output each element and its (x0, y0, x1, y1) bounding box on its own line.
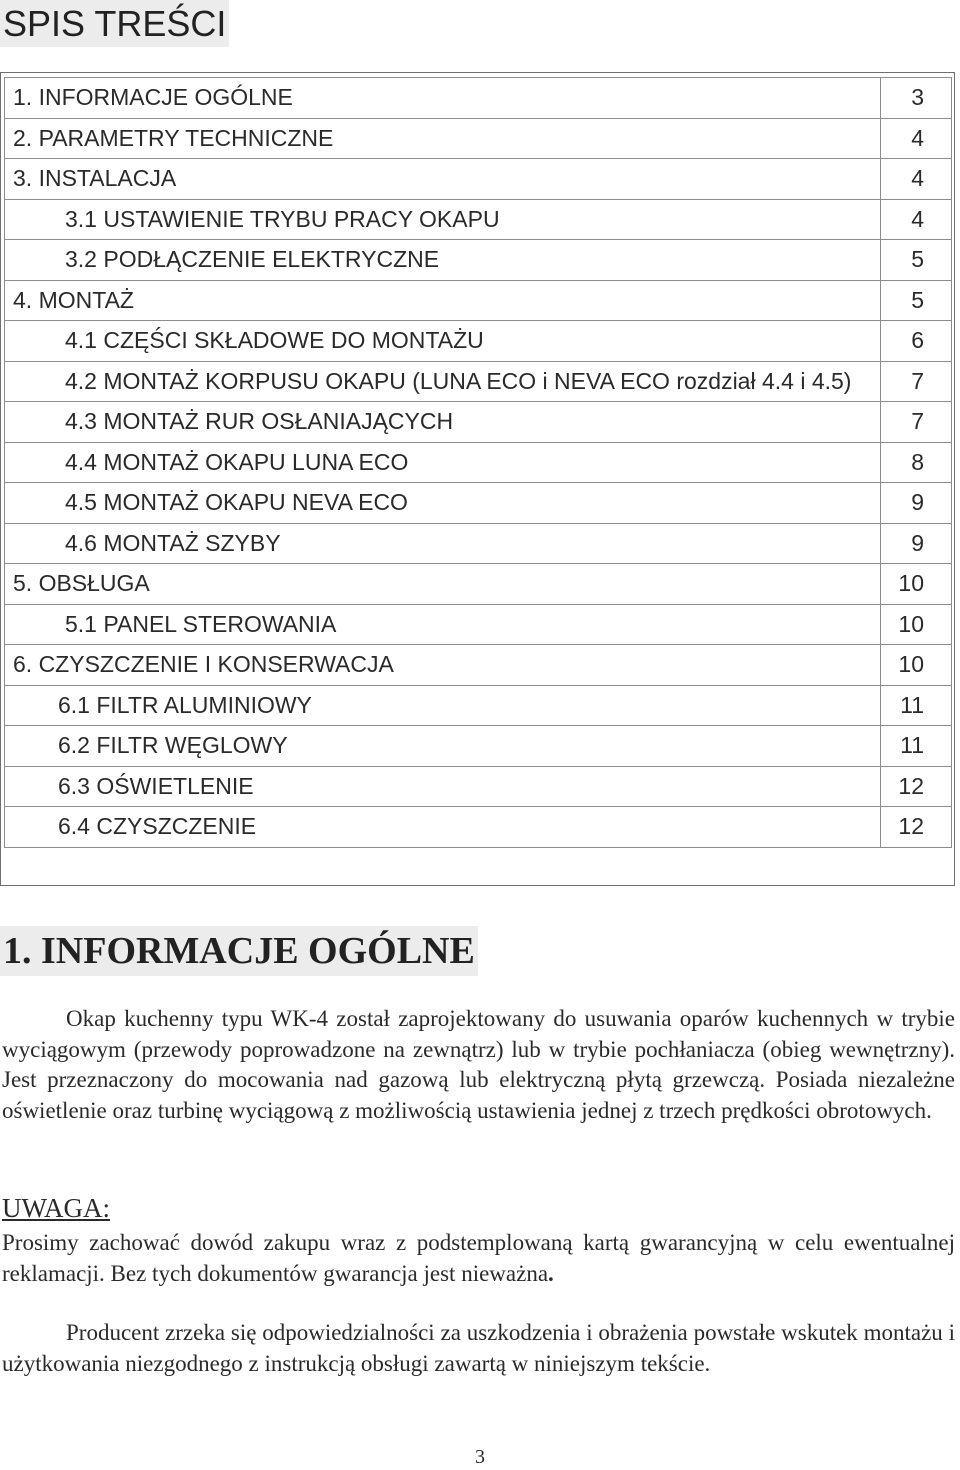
toc-entry-page: 10 (881, 564, 952, 605)
toc-entry-title: 3. INSTALACJA (5, 159, 881, 200)
toc-entry-page: 4 (881, 199, 952, 240)
toc-row[interactable] (5, 280, 952, 321)
toc-row[interactable] (5, 361, 952, 402)
liability-paragraph (2, 1318, 955, 1379)
toc-entry-page: 5 (881, 280, 952, 321)
page-number: 3 (475, 1446, 485, 1468)
toc-table (4, 77, 952, 848)
toc-row[interactable] (5, 564, 952, 605)
toc-entry-page: 6 (881, 321, 952, 362)
toc-entry-page: 3 (881, 78, 952, 119)
toc-entry-page: 9 (881, 483, 952, 524)
toc-entry-title: 4. MONTAŻ (5, 280, 881, 321)
toc-entry-title: 5.1 PANEL STEROWANIA (5, 604, 881, 645)
toc-row[interactable] (5, 726, 952, 767)
toc-entry-page: 7 (881, 361, 952, 402)
intro-paragraph (2, 1004, 955, 1126)
toc-entry-page: 7 (881, 402, 952, 443)
toc-entry-title: 6.1 FILTR ALUMINIOWY (5, 685, 881, 726)
warning-paragraph-text: Prosimy zachować dowód zakupu wraz z podstemplowaną kartą gwarancyjną w celu ewentualnej reklamacji. Bez tych dokumentów gwarancja jest nieważna (2, 1230, 955, 1286)
toc-entry-title: 3.2 PODŁĄCZENIE ELEKTRYCZNE (5, 240, 881, 281)
toc-entry-title: 5. OBSŁUGA (5, 564, 881, 605)
table-of-contents (0, 72, 955, 886)
toc-entry-title: 2. PARAMETRY TECHNICZNE (5, 118, 881, 159)
liability-paragraph-text: Producent zrzeka się odpowiedzialności za uszkodzenia i obrażenia powstałe wskutek montażu i użytkowania niezgodnego z instrukcją obsługi zawartą w niniejszym tekście. (2, 1320, 955, 1376)
warning-paragraph (2, 1228, 955, 1289)
toc-entry-title: 4.5 MONTAŻ OKAPU NEVA ECO (5, 483, 881, 524)
toc-row[interactable] (5, 807, 952, 848)
toc-row[interactable] (5, 78, 952, 119)
toc-heading: SPIS TREŚCI (0, 0, 229, 47)
intro-paragraph-text: Okap kuchenny typu WK-4 został zaprojektowany do usuwania oparów kuchennych w trybie wyciągowym (przewody poprowadzone na zewnątrz) lub w trybie pochłaniacza (obieg wewnętrzny). Jest przeznaczony do mocowania nad gazową lub elektryczną płytą grzewczą. Posiada niezależne oświetlenie oraz turbinę wyciągową z możliwością ustawienia jednej z trzech prędkości obrotowych. (2, 1006, 955, 1123)
toc-row[interactable] (5, 118, 952, 159)
toc-entry-page: 12 (881, 807, 952, 848)
toc-row[interactable] (5, 685, 952, 726)
toc-entry-page: 5 (881, 240, 952, 281)
toc-row[interactable] (5, 442, 952, 483)
toc-entry-page: 11 (881, 685, 952, 726)
toc-entry-title: 4.1 CZĘŚCI SKŁADOWE DO MONTAŻU (5, 321, 881, 362)
toc-entry-page: 12 (881, 766, 952, 807)
toc-entry-title: 4.2 MONTAŻ KORPUSU OKAPU (LUNA ECO i NEVA ECO rozdział 4.4 i 4.5) (5, 361, 881, 402)
toc-entry-title: 4.6 MONTAŻ SZYBY (5, 523, 881, 564)
toc-entry-title: 6.2 FILTR WĘGLOWY (5, 726, 881, 767)
toc-entry-title: 1. INFORMACJE OGÓLNE (5, 78, 881, 119)
toc-row[interactable] (5, 645, 952, 686)
toc-row[interactable] (5, 199, 952, 240)
toc-entry-title: 6.3 OŚWIETLENIE (5, 766, 881, 807)
toc-row[interactable] (5, 766, 952, 807)
toc-entry-page: 4 (881, 118, 952, 159)
toc-entry-title: 6. CZYSZCZENIE I KONSERWACJA (5, 645, 881, 686)
toc-row[interactable] (5, 483, 952, 524)
toc-entry-page: 8 (881, 442, 952, 483)
warning-paragraph-end: . (548, 1260, 554, 1286)
warning-title: UWAGA: (2, 1193, 110, 1223)
toc-entry-title: 3.1 USTAWIENIE TRYBU PRACY OKAPU (5, 199, 881, 240)
toc-entry-title: 4.4 MONTAŻ OKAPU LUNA ECO (5, 442, 881, 483)
toc-row[interactable] (5, 321, 952, 362)
toc-row[interactable] (5, 604, 952, 645)
toc-entry-page: 10 (881, 604, 952, 645)
toc-row[interactable] (5, 159, 952, 200)
section-heading: 1. INFORMACJE OGÓLNE (0, 926, 478, 976)
toc-entry-page: 11 (881, 726, 952, 767)
toc-entry-title: 4.3 MONTAŻ RUR OSŁANIAJĄCYCH (5, 402, 881, 443)
toc-row[interactable] (5, 402, 952, 443)
toc-entry-page: 9 (881, 523, 952, 564)
toc-row[interactable] (5, 240, 952, 281)
toc-row[interactable] (5, 523, 952, 564)
toc-entry-page: 10 (881, 645, 952, 686)
toc-entry-page: 4 (881, 159, 952, 200)
toc-entry-title: 6.4 CZYSZCZENIE (5, 807, 881, 848)
